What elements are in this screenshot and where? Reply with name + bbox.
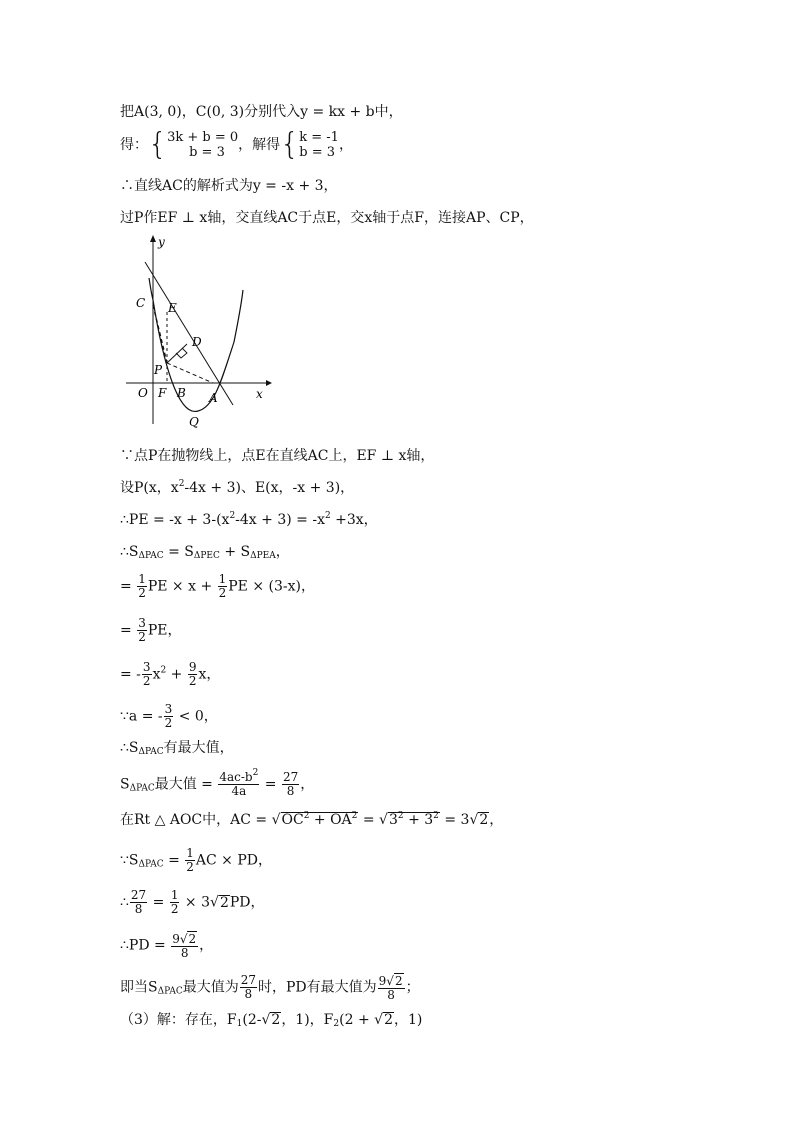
text: PD， (229, 894, 265, 911)
fraction-27-8 (130, 889, 147, 916)
numerator (218, 768, 259, 785)
fraction-27-8 (240, 974, 257, 1001)
parabola-left (149, 278, 153, 300)
numerator: 9 (188, 660, 197, 674)
text: 设P(x，x (120, 480, 179, 496)
fraction-9root2-8 (171, 931, 198, 960)
line-max-value (120, 768, 315, 798)
text: = (120, 578, 137, 595)
numerator: 27 (240, 973, 256, 987)
text: × 3 (180, 894, 211, 911)
radicand (388, 812, 440, 827)
text: ， (199, 937, 214, 954)
sqrt-sign: √ (271, 812, 281, 828)
text: （3）解：存在，F (120, 1012, 237, 1028)
text: -4x + 3) = -x (235, 512, 325, 528)
subscript: ΔPAC (138, 859, 164, 870)
subscript: 2 (333, 1019, 340, 1029)
radicand: 2 (271, 1012, 281, 1028)
denominator: 8 (180, 946, 189, 960)
exponent: 2 (433, 811, 439, 821)
text: AC × PD， (195, 852, 273, 869)
exponent: 2 (229, 511, 236, 521)
text: ，1)，F (281, 1012, 334, 1028)
text: ； (405, 979, 420, 996)
label-q: Q (189, 415, 199, 429)
fraction-half (137, 573, 147, 600)
text: 9 (172, 932, 180, 946)
text: ， (338, 137, 353, 153)
denominator: 8 (134, 902, 143, 916)
text: 最大值为 (182, 979, 239, 996)
left-brace: { (148, 127, 168, 162)
text: = (163, 852, 185, 869)
text: ∴S (120, 740, 139, 756)
geometry-figure (118, 232, 278, 432)
sol2: b = 3 (299, 145, 335, 160)
text: 即当S (120, 979, 158, 996)
numerator: 3 (142, 660, 151, 674)
label-a: A (209, 391, 218, 405)
text: ， (300, 776, 315, 793)
y-axis-arrow (150, 235, 156, 242)
text: ∴PD = (120, 937, 171, 954)
solution-system (299, 130, 339, 160)
text: < 0， (174, 708, 218, 725)
text: ， (489, 812, 504, 828)
text: + S (219, 544, 251, 560)
text: 得： (120, 137, 148, 153)
denominator: 8 (286, 784, 295, 798)
exponent: 2 (324, 511, 331, 521)
numerator: 27 (130, 888, 147, 902)
denominator: 2 (138, 630, 146, 644)
sqrt-sign: √ (469, 812, 479, 828)
text: + (166, 666, 187, 683)
text: S (120, 776, 130, 793)
numerator: 27 (282, 770, 299, 784)
segment-pa (167, 363, 213, 383)
line-ac-length (120, 811, 503, 829)
label-o: O (138, 386, 148, 400)
label-f: F (158, 386, 167, 400)
text: = - (120, 666, 141, 683)
label-c: C (136, 296, 146, 310)
text: = 3 (439, 812, 470, 828)
numerator: 1 (186, 846, 194, 860)
line-area-pd (120, 847, 272, 874)
denominator: 2 (142, 674, 151, 688)
fraction-vertex (218, 768, 259, 798)
radicand (281, 812, 359, 827)
text: -4x + 3)、E(x，-x + 3)， (184, 480, 355, 496)
text: = (120, 622, 137, 639)
sqrt-sign: √ (179, 932, 188, 946)
line-system (120, 127, 353, 162)
subscript: ΔPEA (250, 551, 276, 561)
denominator: 4a (231, 784, 247, 798)
exponent: 2 (397, 811, 404, 821)
text: x (152, 666, 161, 683)
text: OC (281, 812, 304, 828)
text: (2 + (339, 1012, 375, 1028)
text: ，解得 (238, 137, 281, 153)
radicand: 2 (188, 932, 197, 946)
x-axis-arrow (266, 380, 272, 386)
exponent: 2 (252, 768, 259, 778)
label-b: B (177, 386, 186, 400)
eq2: b = 3 (189, 145, 225, 160)
text: (2- (242, 1012, 262, 1028)
text: 3 (388, 812, 398, 828)
text: +3x， (330, 512, 378, 528)
text: ，1) (393, 1012, 423, 1028)
line-area-expand (120, 573, 315, 600)
fraction-3-2 (164, 703, 174, 730)
sqrt-sign: √ (379, 812, 388, 828)
line-pd-value (120, 931, 213, 960)
text: + OA (309, 812, 352, 828)
denominator: 2 (138, 586, 146, 600)
text: PE， (147, 622, 182, 639)
line-set-points (120, 479, 354, 497)
radicand: 2 (394, 974, 403, 988)
text: PE × (3-x)， (228, 578, 315, 595)
numerator: 1 (138, 572, 146, 586)
label-p: P (154, 363, 163, 377)
subscript: ΔPAC (138, 551, 164, 561)
sol1: k = -1 (299, 130, 339, 145)
line-part3 (120, 1011, 422, 1029)
text: 在Rt △ AOC中，AC = (120, 812, 272, 828)
line-pd-equation (120, 889, 265, 916)
subscript: ΔPAC (157, 986, 183, 997)
radicand: 2 (384, 1012, 393, 1028)
sqrt-sign: √ (386, 974, 394, 988)
numerator (171, 931, 198, 947)
text: x， (198, 666, 221, 683)
numerator (378, 973, 405, 989)
denominator: 2 (188, 674, 197, 688)
denominator: 8 (244, 987, 253, 1001)
numerator: 1 (218, 572, 227, 586)
text: ∵a = - (120, 708, 163, 725)
subscript: 1 (236, 1019, 243, 1029)
denominator: 2 (170, 902, 179, 916)
text: 最大值 = (154, 776, 218, 793)
text: = (260, 776, 281, 793)
y-axis-label: y (158, 235, 165, 249)
x-axis-label: x (256, 387, 263, 401)
line-ac-equation: ∴直线AC的解析式为y = -x + 3， (120, 178, 338, 194)
line-area-3half (120, 617, 181, 644)
line-area-quadratic (120, 661, 220, 688)
text: ， (275, 544, 290, 560)
radicand: 2 (479, 812, 489, 828)
text: ∴PE = -x + 3-(x (120, 512, 230, 528)
line-p-on-parabola: ∵点P在抛物线上，点E在直线AC上，EF ⊥ x轴， (120, 448, 435, 464)
eq1: 3k + b = 0 (167, 130, 239, 145)
denominator: 2 (164, 716, 173, 730)
line-area-sum (120, 543, 290, 561)
text: = (148, 894, 169, 911)
text: ∴ (120, 894, 129, 911)
numerator: 1 (170, 888, 179, 902)
line-pe (120, 511, 378, 529)
fraction-half (218, 573, 228, 600)
numerator: 3 (164, 702, 173, 716)
exponent: 2 (178, 479, 185, 489)
line-a-negative (120, 703, 218, 730)
label-d: D (192, 335, 202, 349)
fraction-27-8 (282, 771, 299, 798)
fraction-9-2 (188, 661, 198, 688)
text: = (358, 812, 380, 828)
subscript: ΔPAC (138, 747, 164, 757)
fraction-9root2-8 (378, 973, 405, 1002)
sqrt-sign: √ (261, 1012, 271, 1028)
text: 有最大值， (163, 740, 234, 756)
fraction-3-2 (137, 617, 147, 644)
equation-system (167, 130, 238, 160)
denominator: 8 (387, 988, 395, 1002)
text: 时，PD有最大值为 (258, 979, 377, 996)
line-has-max (120, 739, 234, 757)
text: + 3 (403, 812, 434, 828)
line-construction: 过P作EF ⊥ x轴，交直线AC于点E，交x轴于点F，连接AP、CP， (120, 210, 534, 226)
denominator: 2 (218, 586, 227, 600)
segment-cp (153, 305, 167, 363)
fraction-half (185, 847, 195, 874)
radicand: 2 (219, 894, 229, 911)
label-e: E (168, 301, 177, 315)
left-brace: { (280, 127, 300, 162)
exponent: 2 (303, 811, 310, 821)
fraction-3-2 (142, 661, 152, 688)
text: ∴S (120, 544, 139, 560)
exponent: 2 (160, 665, 167, 676)
text: = S (163, 544, 194, 560)
sqrt-sign: √ (210, 894, 219, 911)
denominator: 2 (186, 860, 194, 874)
fraction-half (170, 889, 180, 916)
subscript: ΔPAC (129, 783, 155, 794)
text: 4ac-b (219, 770, 253, 784)
numerator: 3 (138, 616, 146, 630)
line-substitute: 把A(3, 0)，C(0, 3)分别代入y = kx + b中， (120, 104, 403, 120)
text: PE × x + (147, 578, 217, 595)
text: 9 (378, 974, 387, 988)
line-conclusion (120, 973, 420, 1002)
subscript: ΔPEC (193, 551, 220, 561)
text: ∵S (120, 852, 139, 869)
exponent: 2 (351, 811, 358, 821)
sqrt-sign: √ (374, 1012, 384, 1028)
